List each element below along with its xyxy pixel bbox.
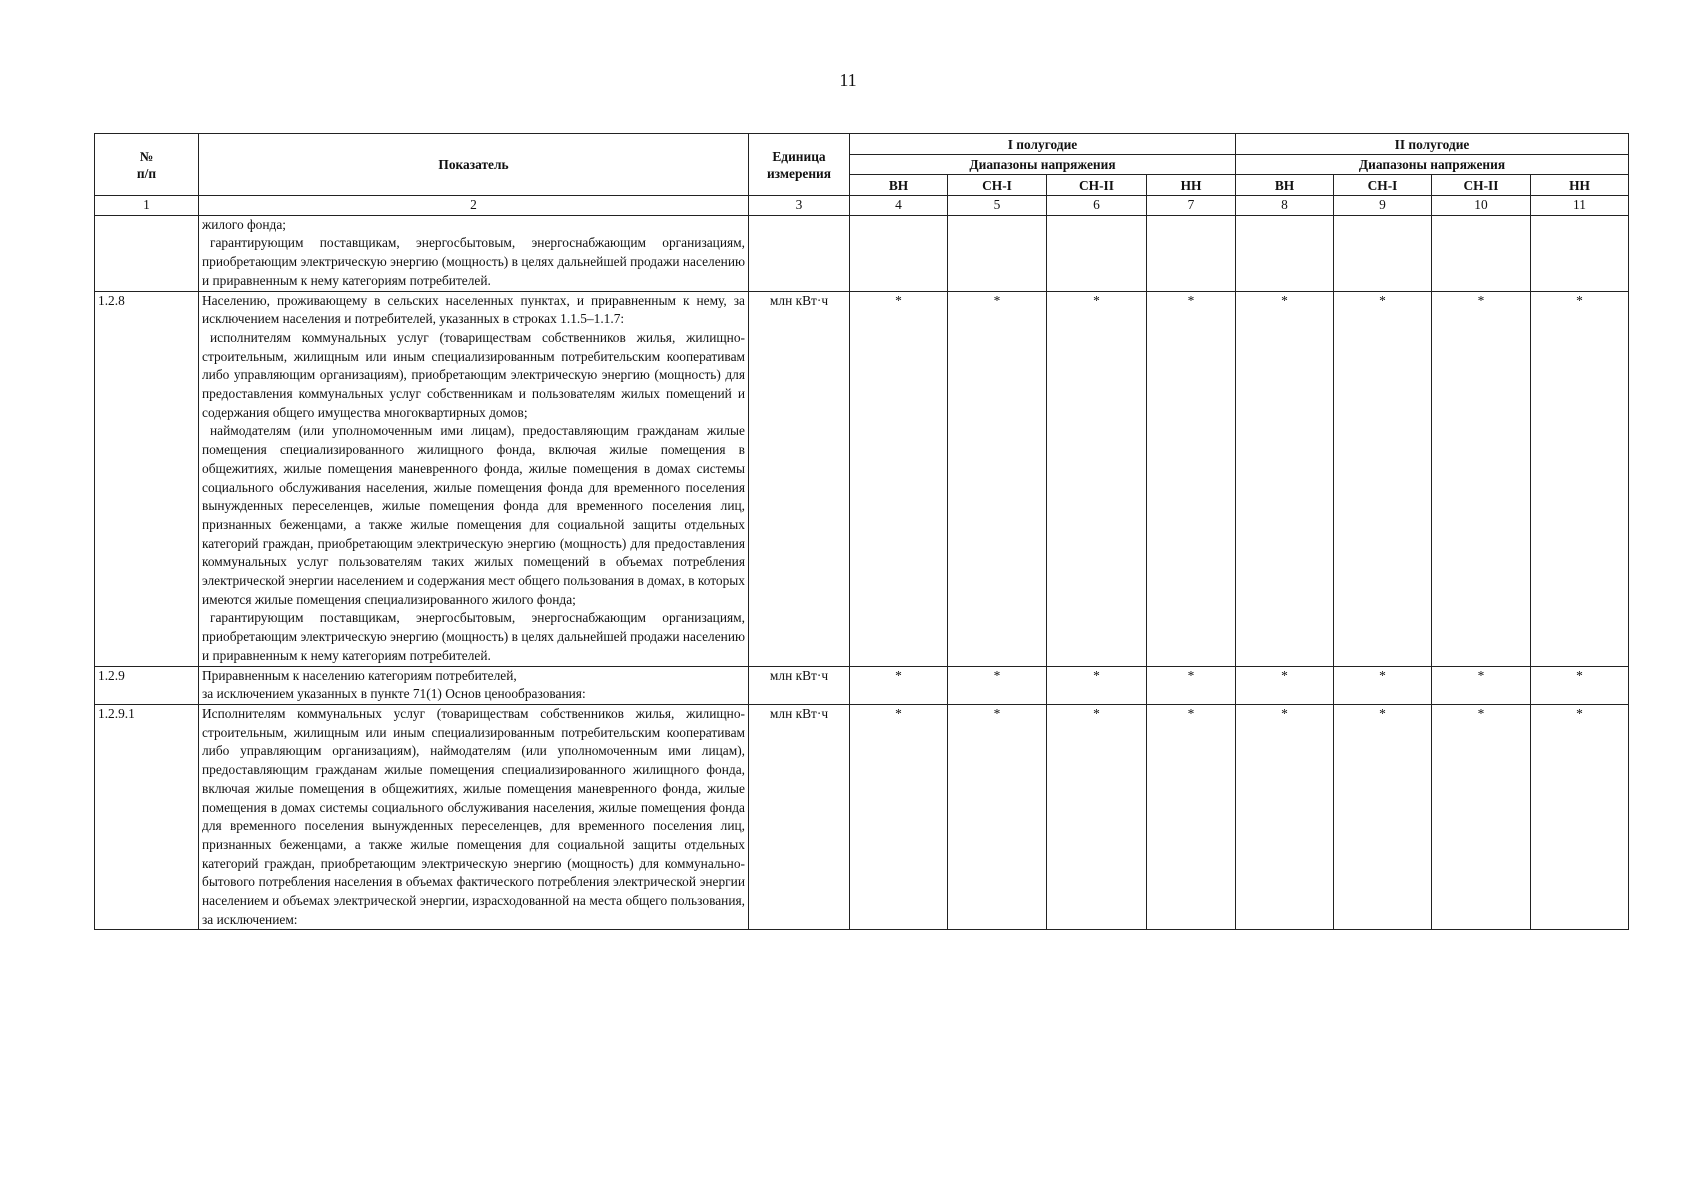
column-number: 3 <box>749 196 850 216</box>
column-number-row <box>95 196 1629 216</box>
row-unit <box>749 215 850 291</box>
table-row <box>95 291 1629 666</box>
row-unit: млн кВт·ч <box>749 666 850 704</box>
col-num-header-line: № <box>139 148 154 164</box>
row-indicator <box>199 291 749 666</box>
voltage-ranges-header: Диапазоны напряжения <box>850 155 1236 175</box>
row-value <box>1531 215 1629 291</box>
half2-header: II полугодие <box>1236 134 1629 155</box>
row-value <box>1432 215 1531 291</box>
column-number: 10 <box>1432 196 1531 216</box>
voltage-level-header: СН-I <box>948 175 1047 196</box>
col-indicator-header: Показатель <box>199 134 749 196</box>
row-value <box>1147 215 1236 291</box>
indicator-paragraph: Исполнителям коммунальных услуг (товариществам собственников жилья, жилищно-строительным, жилищным или иным специализированным потребительским кооперативам либо управляющим организациям), наймодателям (или уполномоченным ими лицам), предоставляющим гражданам жилые помещения специализированного жилищного фонда, включая жилые помещения в общежитиях, жилые помещения маневренного фонда, жилые помещения в домах системы социального обслуживания населения, жилые помещения фонда для временного поселения вынужденных переселенцев, для временного поселения лиц, признанных беженцами, а также жилые помещения для социальной защиты отдельных категорий граждан, приобретающим электрическую энергию (мощность) для коммунально-бытового потребления населения в объемах фактического потребления электрической энергии населением и объемах электрической энергии, израсходованной на места общего пользования, за исключением: <box>202 705 745 927</box>
indicator-paragraph: Населению, проживающему в сельских населенных пунктах, и приравненным к нему, за исключением населения и потребителей, указанных в строках 1.1.5–1.1.7: <box>202 292 745 327</box>
row-value: * <box>1147 704 1236 929</box>
row-value: * <box>948 704 1047 929</box>
row-value: * <box>1432 704 1531 929</box>
voltage-level-header: НН <box>1531 175 1629 196</box>
row-code <box>95 215 199 291</box>
voltage-ranges-header: Диапазоны напряжения <box>1236 155 1629 175</box>
indicator-paragraph: гарантирующим поставщикам, энергосбытовым, энергоснабжающим организациям, приобретающим электрическую энергию (мощность) в целях дальнейшей продажи населению и приравненным к нему категориям потребителей. <box>202 610 745 663</box>
column-number: 4 <box>850 196 948 216</box>
row-value: * <box>1531 666 1629 704</box>
voltage-level-header: ВН <box>1236 175 1334 196</box>
column-number: 11 <box>1531 196 1629 216</box>
row-value <box>850 215 948 291</box>
row-value: * <box>1334 291 1432 666</box>
row-value: * <box>1147 666 1236 704</box>
column-number: 6 <box>1047 196 1147 216</box>
row-value <box>1334 215 1432 291</box>
indicator-paragraph: за исключением указанных в пункте 71(1) Основ ценообразования: <box>202 686 586 702</box>
row-indicator <box>199 666 749 704</box>
row-unit: млн кВт·ч <box>749 704 850 929</box>
indicator-paragraph: гарантирующим поставщикам, энергосбытовым, энергоснабжающим организациям, приобретающим электрическую энергию (мощность) в целях дальнейшей продажи населению и приравненным к нему категориям потребителей. <box>202 235 745 288</box>
voltage-level-header: СН-II <box>1432 175 1531 196</box>
row-indicator <box>199 704 749 929</box>
voltage-level-header: НН <box>1147 175 1236 196</box>
row-value: * <box>850 704 948 929</box>
indicator-paragraph: Приравненным к населению категориям потребителей, <box>202 667 517 683</box>
row-value <box>1047 215 1147 291</box>
row-code: 1.2.9.1 <box>95 704 199 929</box>
column-number: 1 <box>95 196 199 216</box>
table-row <box>95 215 1629 291</box>
row-value: * <box>1334 704 1432 929</box>
table-row <box>95 666 1629 704</box>
row-value: * <box>1432 666 1531 704</box>
half1-header: I полугодие <box>850 134 1236 155</box>
row-value: * <box>948 666 1047 704</box>
table-row <box>95 704 1629 929</box>
voltage-level-header: СН-II <box>1047 175 1147 196</box>
tariff-table <box>94 133 1629 930</box>
row-value: * <box>948 291 1047 666</box>
row-value: * <box>1531 291 1629 666</box>
column-number: 7 <box>1147 196 1236 216</box>
row-code: 1.2.9 <box>95 666 199 704</box>
row-value: * <box>1334 666 1432 704</box>
row-value: * <box>1236 704 1334 929</box>
row-value: * <box>1147 291 1236 666</box>
row-code: 1.2.8 <box>95 291 199 666</box>
row-value: * <box>850 666 948 704</box>
page-number: 11 <box>839 70 857 90</box>
row-value: * <box>1432 291 1531 666</box>
row-value: * <box>1047 291 1147 666</box>
col-num-header-line: п/п <box>136 165 157 181</box>
row-value <box>948 215 1047 291</box>
indicator-paragraph: исполнителям коммунальных услуг (товариществам собственников жилья, жилищно-строительным, жилищным или иным специализированным потребительским кооперативам либо управляющим организациям), приобретающим электрическую энергию (мощность) для предоставления коммунальных услуг собственникам и пользователям жилых помещений и содержания общего имущества многоквартирных домов; <box>202 329 745 420</box>
row-value: * <box>1236 666 1334 704</box>
table-body <box>95 215 1629 930</box>
row-value: * <box>1047 704 1147 929</box>
column-number: 8 <box>1236 196 1334 216</box>
col-unit-header: Единица измерения <box>749 134 850 196</box>
row-value: * <box>1047 666 1147 704</box>
voltage-level-header: СН-I <box>1334 175 1432 196</box>
voltage-level-header: ВН <box>850 175 948 196</box>
row-indicator <box>199 215 749 291</box>
indicator-paragraph: наймодателям (или уполномоченным ими лицам), предоставляющим гражданам жилые помещения специализированного жилищного фонда, включая жилые помещения в общежитиях, жилые помещения маневренного фонда, жилые помещения в домах системы социального обслуживания населения, жилые помещения фонда для временного поселения вынужденных переселенцев, жилые помещения фонда для временного поселения лиц, признанных беженцами, а также жилые помещения для социальной защиты отдельных категорий граждан, приобретающим электрическую энергию (мощность) для предоставления коммунальных услуг пользователям таких жилых помещений в объемах потребления электрической энергии населением и содержания мест общего пользования в домах, в которых имеются жилые помещения специализированного жилого фонда; <box>202 423 745 607</box>
row-value: * <box>1531 704 1629 929</box>
row-unit: млн кВт·ч <box>749 291 850 666</box>
indicator-paragraph: жилого фонда; <box>202 216 287 232</box>
column-number: 9 <box>1334 196 1432 216</box>
row-value: * <box>1236 291 1334 666</box>
col-num-header <box>95 134 199 196</box>
column-number: 5 <box>948 196 1047 216</box>
row-value <box>1236 215 1334 291</box>
row-value: * <box>850 291 948 666</box>
column-number: 2 <box>199 196 749 216</box>
